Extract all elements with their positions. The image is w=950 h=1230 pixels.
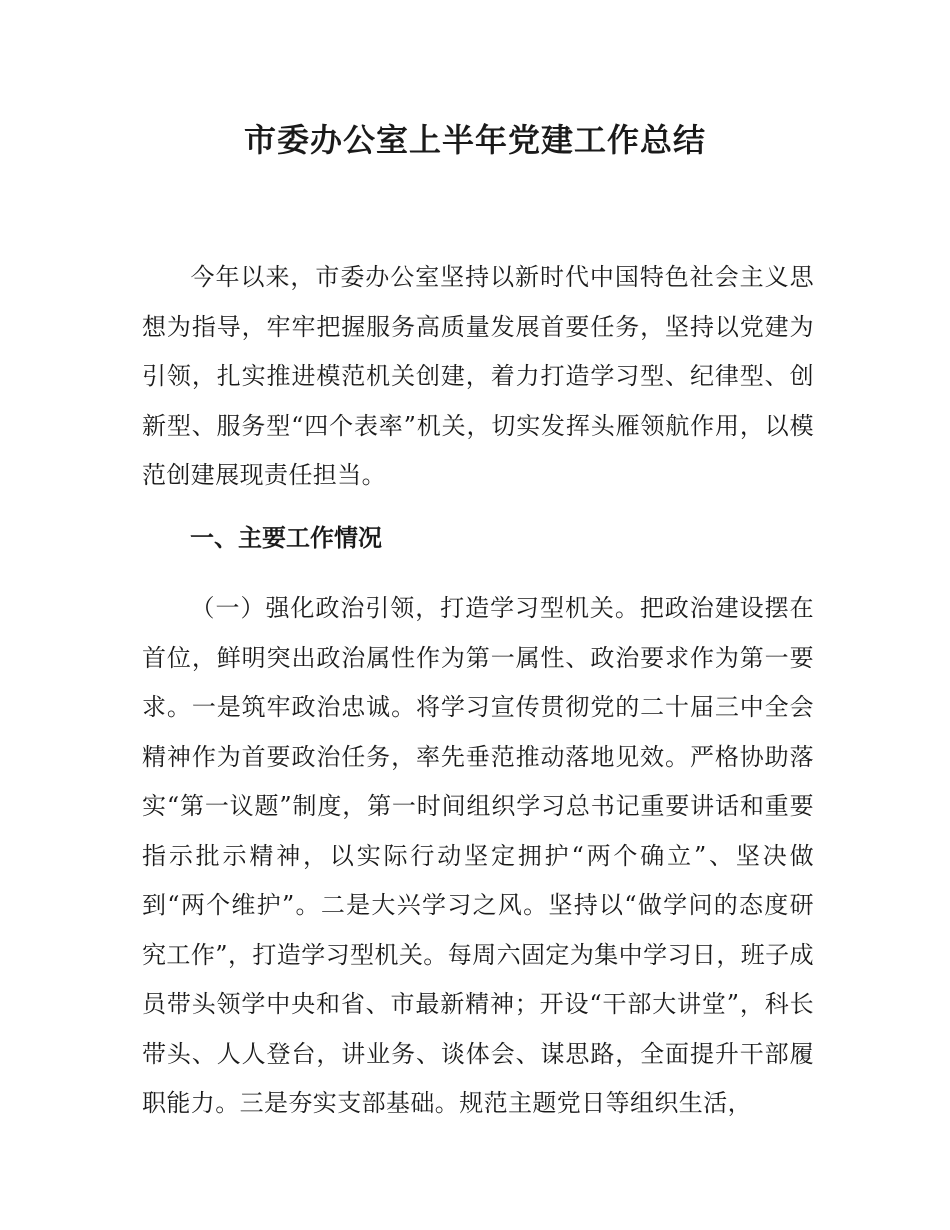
document-title: 市委办公室上半年党建工作总结 (243, 121, 706, 159)
intro-paragraph (142, 253, 814, 501)
section-paragraph-text: （一）强化政治引领，打造学习型机关。把政治建设摆在首位，鲜明突出政治属性作为第一属性、政治要求作为第一要求。一是筑牢政治忠诚。将学习宣传贯彻党的二十届三中全会精神作为首要政治任务，率先垂范推动落地见效。严格协助落实“第一议题”制度，第一时间组织学习总书记重要讲话和重要指示批示精神，以实际行动坚定拥护“两个确立”、坚决做到“两个维护”。二是大兴学习之风。坚持以“做学问的态度研究工作”，打造学习型机关。每周六固定为集中学习日，班子成员带头领学中央和省、市最新精神；开设“干部大讲堂”，科长带头、人人登台，讲业务、谈体会、谋思路，全面提升干部履职能力。三是夯实支部基础。规范主题党日等组织生活， (142, 594, 814, 1117)
intro-paragraph-text: 今年以来，市委办公室坚持以新时代中国特色社会主义思想为指导，牢牢把握服务高质量发展首要任务，坚持以党建为引领，扎实推进模范机关创建，着力打造学习型、纪律型、创新型、服务型“四个表率”机关，切实发挥头雁领航作用，以模范创建展现责任担当。 (142, 263, 814, 489)
section-heading: 一、主要工作情况 (190, 524, 382, 552)
section-paragraph (142, 584, 814, 1129)
